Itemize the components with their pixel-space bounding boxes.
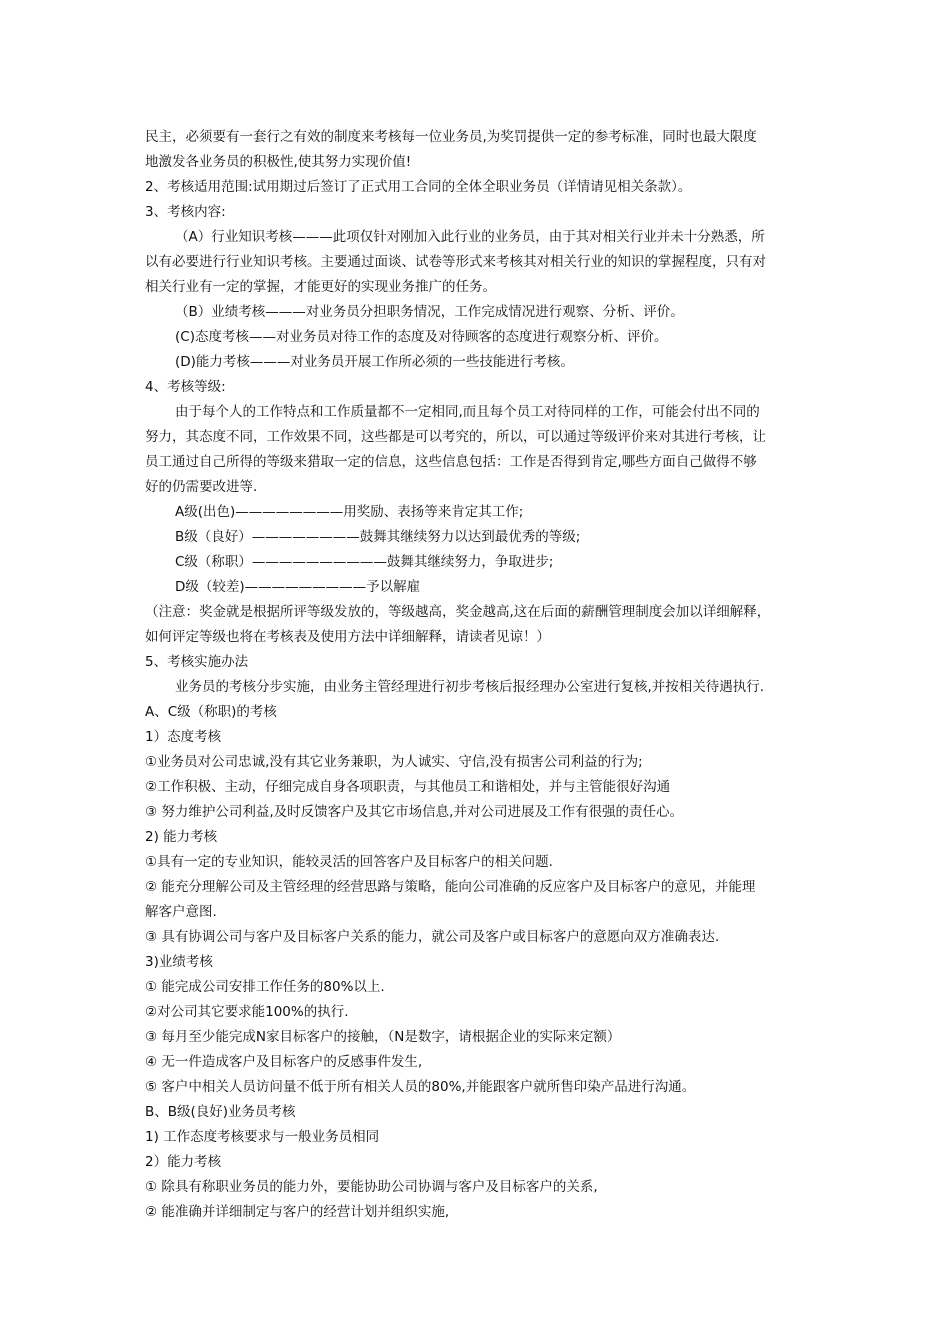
subsection-heading: 2）能力考核 [145,1154,222,1170]
text-line: （A）行业知识考核———此项仅针对刚加入此行业的业务员，由于其对相关行业并未十分熟悉，所 [175,229,765,245]
grade-line: D级（较差)—————————予以解雇 [175,579,421,595]
text-line: 相关行业有一定的掌握，才能更好的实现业务推广的任务。 [145,279,496,295]
list-item: ①业务员对公司忠诚,没有其它业务兼职，为人诚实、守信,没有损害公司利益的行为; [145,754,643,770]
text-line: 好的仍需要改进等. [145,479,258,495]
subsection-heading: 1）态度考核 [145,729,222,745]
list-item: ① 除具有称职业务员的能力外，要能协助公司协调与客户及目标客户的关系, [145,1179,598,1195]
list-item: ④ 无一件造成客户及目标客户的反感事件发生, [145,1054,423,1070]
section-heading: 5、考核实施办法 [145,654,249,670]
list-item: ⑤ 客户中相关人员访问量不低于所有相关人员的80%,并能跟客户就所售印染产品进行沟通。 [145,1079,696,1095]
text-line: 民主，必须要有一套行之有效的制度来考核每一位业务员,为奖罚提供一定的参考标准，同时也最大限度 [145,129,757,145]
list-item: ②对公司其它要求能100%的执行. [145,1004,349,1020]
list-item: ① 能完成公司安排工作任务的80%以上. [145,979,385,995]
subsection-heading: 2) 能力考核 [145,829,218,845]
subsection-heading: 1) 工作态度考核要求与一般业务员相同 [145,1129,380,1145]
text-line: 由于每个人的工作特点和工作质量都不一定相同,而且每个员工对待同样的工作，可能会付出不同的 [175,404,760,420]
subsection-heading: A、C级（称职)的考核 [145,704,277,720]
text-line: （B）业绩考核———对业务员分担职务情况，工作完成情况进行观察、分析、评价。 [175,304,684,320]
list-item: ③ 每月至少能完成N家目标客户的接触，（N是数字，请根据企业的实际来定额） [145,1029,621,1045]
list-item: ② 能准确并详细制定与客户的经营计划并组织实施, [145,1204,450,1220]
text-line: 以有必要进行行业知识考核。主要通过面谈、试卷等形式来考核其对相关行业的知识的掌握程度，只有对 [145,254,766,270]
section-heading: 2、考核适用范围:试用期过后签订了正式用工合同的全体全职业务员（详情请见相关条款）。 [145,179,692,195]
list-item: ③ 努力维护公司利益,及时反馈客户及其它市场信息,并对公司进展及工作有很强的责任心。 [145,804,683,820]
list-item: ②工作积极、主动，仔细完成自身各项职责，与其他员工和谐相处，并与主管能很好沟通 [145,779,671,795]
section-heading: 4、考核等级: [145,379,226,395]
text-line: 努力，其态度不同，工作效果不同，这些都是可以考究的，所以，可以通过等级评价来对其进行考核，让 [145,429,766,445]
grade-line: A级(出色)————————用奖励、表扬等来肯定其工作; [175,504,524,520]
subsection-heading: B、B级(良好)业务员考核 [145,1104,296,1120]
list-item: ③ 具有协调公司与客户及目标客户关系的能力，就公司及客户或目标客户的意愿向双方准确表达. [145,929,720,945]
grade-line: B级（良好）————————鼓舞其继续努力以达到最优秀的等级; [175,529,581,545]
grade-line: C级（称职）——————————鼓舞其继续努力，争取进步; [175,554,554,570]
text-line: 地激发各业务员的积极性,使其努力实现价值! [145,154,412,170]
subsection-heading: 3)业绩考核 [145,954,213,970]
list-item: 解客户意图. [145,904,217,920]
text-line: 业务员的考核分步实施，由业务主管经理进行初步考核后报经理办公室进行复核,并按相关待遇执行. [175,679,765,695]
list-item: ② 能充分理解公司及主管经理的经营思路与策略，能向公司准确的反应客户及目标客户的意见，并能理 [145,879,756,895]
text-line: (D)能力考核———对业务员开展工作所必须的一些技能进行考核。 [175,354,574,370]
note-line: （注意：奖金就是根据所评等级发放的，等级越高，奖金越高,这在后面的薪酬管理制度会加以详细解释， [145,604,771,620]
section-heading: 3、考核内容: [145,204,226,220]
note-line: 如何评定等级也将在考核表及使用方法中详细解释，请读者见谅！） [145,629,550,645]
text-line: 员工通过自己所得的等级来猎取一定的信息，这些信息包括：工作是否得到肯定,哪些方面自己做得不够 [145,454,757,470]
text-line: (C)态度考核——对业务员对待工作的态度及对待顾客的态度进行观察分析、评价。 [175,329,668,345]
list-item: ①具有一定的专业知识，能较灵活的回答客户及目标客户的相关问题. [145,854,553,870]
